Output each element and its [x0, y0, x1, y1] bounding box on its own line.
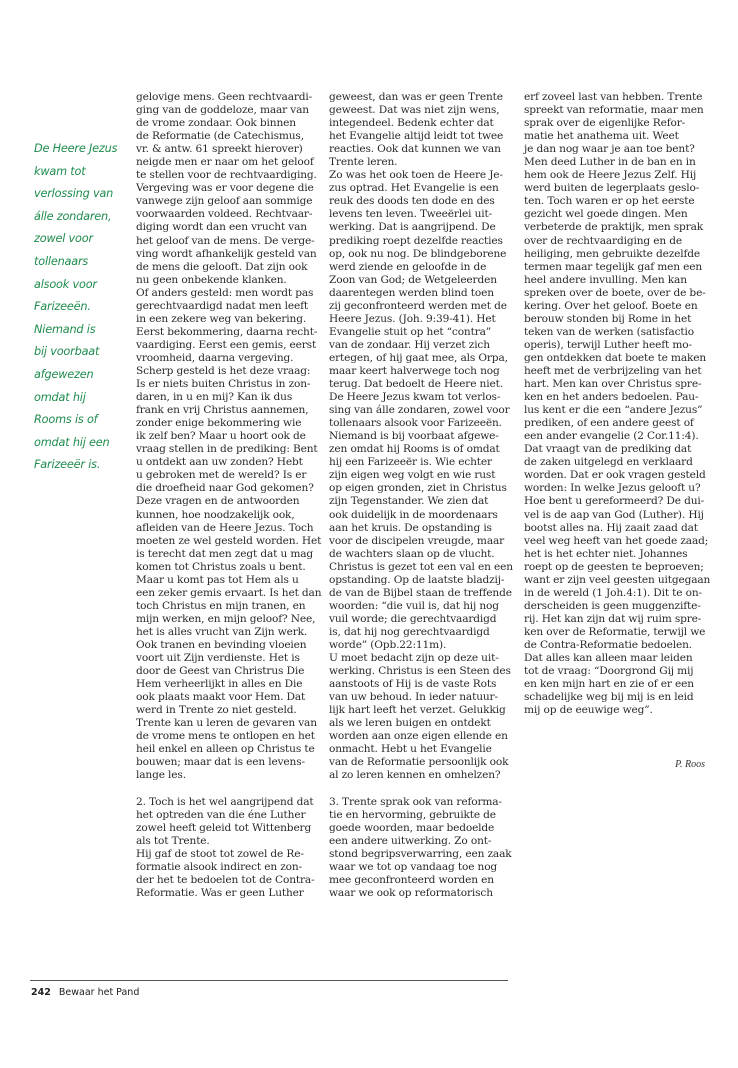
pull-quote-line: verlossing van: [34, 187, 114, 201]
text-line: De Heere Jezus kwam tot verlos-: [329, 391, 501, 404]
page-footer: [31, 987, 139, 998]
text-line: de vrome zondaar. Ook binnen: [136, 117, 296, 130]
text-line: Zoon van God; de Wetgeleerden: [329, 273, 497, 286]
text-line: komen tot Christus zoals u bent.: [136, 560, 306, 573]
text-line: spreekt van reformatie, maar men: [524, 104, 704, 117]
text-line: Hoe bent u gereformeerd? De dui-: [524, 495, 705, 508]
text-line: verbeterde de praktijk, men sprak: [524, 221, 704, 234]
text-line: een zeker gemis ervaart. Is het dan: [136, 586, 322, 599]
text-line: ken over de Reformatie, terwijl we: [524, 625, 706, 638]
text-line: Of anders gesteld: men wordt pas: [136, 286, 314, 299]
text-line: levens ten leven. Tweeërlei uit-: [329, 208, 493, 221]
text-line: vraag stellen in de prediking: Bent: [136, 443, 318, 456]
text-line: Scherp gesteld is het deze vraag:: [136, 364, 311, 377]
text-line: gezicht wel goede dingen. Men: [524, 208, 688, 221]
text-line: hem ook de Heere Jezus Zelf. Hij: [524, 169, 697, 182]
text-line: aanstoots of Hij is de vaste Rots: [329, 678, 497, 691]
text-line: Dat vraagt van de prediking dat: [524, 443, 692, 456]
text-line: van uw behoud. In ieder natuur-: [329, 691, 498, 704]
text-line: heeft met de verbrijzeling van het: [524, 364, 702, 377]
text-line: matie het anathema uit. Weet: [524, 130, 679, 143]
text-line: al zo leren kennen en omhelzen?: [329, 769, 501, 782]
text-line: roept op de geesten te beproeven;: [524, 560, 704, 573]
text-line: tot de vraag: “Doorgrond Gij mij: [524, 665, 694, 678]
text-line: is, dat hij nog gerechtvaardigd: [329, 625, 490, 638]
publication-name: Bewaar het Pand: [58, 987, 140, 998]
text-line: als we leren buigen en ontdekt: [329, 717, 491, 730]
text-line: het optreden van die éne Luther: [136, 808, 306, 821]
text-line: hart. Men kan over Christus spre-: [524, 378, 702, 391]
pull-quote-line: Niemand is: [34, 322, 96, 336]
text-line: vaardiging. Eerst een gemis, eerst: [136, 338, 317, 351]
text-line: integendeel. Bedenk echter dat: [329, 117, 494, 130]
text-line: Trente leren.: [329, 156, 398, 169]
text-line: zijn Tegenstander. We zien dat: [329, 495, 489, 508]
text-line: prediken, of een andere geest of: [524, 417, 694, 430]
text-line: de wachters slaan op de vlucht.: [329, 547, 495, 560]
text-line: ken en het anders bedoelen. Pau-: [524, 391, 699, 404]
text-line: kunnen, hoe noodzakelijk ook,: [136, 508, 295, 521]
text-line: vroomheid, daarna vergeving.: [136, 351, 294, 364]
text-line: [329, 782, 519, 795]
pull-quote-line: omdat hij een: [34, 435, 110, 449]
text-line: berouw stonden bij Rome in het: [524, 312, 692, 325]
pull-quote-line: tollenaars: [34, 254, 89, 268]
text-line: van de Reformatie persoonlijk ook: [329, 756, 509, 769]
text-line: werking. Dat is aangrijpend. De: [329, 221, 496, 234]
text-line: veel weg heeft van het goede zaad;: [524, 534, 709, 547]
pull-quote-line: alsook voor: [34, 277, 97, 291]
text-line: ving wordt afhankelijk gesteld van: [136, 247, 317, 260]
text-line: ging van de goddeloze, maar van: [136, 104, 309, 117]
text-line: Zo was het ook toen de Heere Je-: [329, 169, 503, 182]
text-line: woorden: “die vuil is, dat hij nog: [329, 599, 499, 612]
text-line: formatie alsook indirect en zon-: [136, 860, 302, 873]
text-line: heiliging, men gebruikte dezelfde: [524, 247, 701, 260]
pull-quote-line: zowel voor: [34, 232, 93, 246]
text-line: [136, 782, 326, 795]
text-line: een ander evangelie (2 Cor.11:4).: [524, 430, 699, 443]
text-line: diging wordt dan een vrucht van: [136, 221, 307, 234]
text-line: werking. Christus is een Steen des: [329, 665, 511, 678]
text-line: schadelijke weg bij mij is en leid: [524, 691, 694, 704]
text-line: prediking roept dezelfde reacties: [329, 234, 503, 247]
text-line: en ken mijn hart en zie of er een: [524, 678, 694, 691]
text-line: zij geconfronteerd werden met de: [329, 299, 507, 312]
text-line: derscheiden is geen muggenzifte-: [524, 599, 701, 612]
text-line: het is alles vrucht van Zijn werk.: [136, 625, 308, 638]
text-line: mee geconfronteerd worden en: [329, 873, 494, 886]
text-line: daarentegen werden blind toen: [329, 286, 494, 299]
text-line: ik zelf ben? Maar u hoort ook de: [136, 430, 306, 443]
text-line: u gebroken met de wereld? Is er: [136, 469, 307, 482]
text-line: bouwen; maar dat is een levens-: [136, 756, 305, 769]
text-line: lijk hart leeft het verzet. Gelukkig: [329, 704, 506, 717]
text-line: teken van de werken (satisfactio: [524, 325, 694, 338]
text-line: Hem verheerlijkt in alles en Die: [136, 678, 303, 691]
text-line: 2. Toch is het wel aangrijpend dat: [136, 795, 314, 808]
text-line: de mens die gelooft. Dat zijn ook: [136, 260, 308, 273]
text-line: ook duidelijk in de moordenaars: [329, 508, 498, 521]
text-line: Reformatie. Was er geen Luther: [136, 886, 304, 899]
text-line: sing van álle zondaren, zowel voor: [329, 404, 510, 417]
pull-quote-line: Farizeeën.: [34, 300, 91, 314]
text-line: op eigen gronden, ziet in Christus: [329, 482, 507, 495]
text-line: goede woorden, maar bedoelde: [329, 821, 495, 834]
text-line: Eerst bekommering, daarna recht-: [136, 325, 318, 338]
text-line: gelovige mens. Geen rechtvaardi-: [136, 91, 313, 103]
article-column-3: [524, 91, 714, 717]
footer-divider: [30, 980, 508, 981]
text-line: ertegen, of hij gaat mee, als Orpa,: [329, 351, 508, 364]
text-line: te stellen voor de rechtvaardiging.: [136, 169, 317, 182]
text-line: Heere Jezus. (Joh. 9:39-41). Het: [329, 312, 496, 325]
text-line: Evangelie stuit op het “contra”: [329, 325, 492, 338]
text-line: Niemand is bij voorbaat afgewe-: [329, 430, 499, 443]
pull-quote-line: afgewezen: [34, 367, 94, 381]
text-line: zus optrad. Het Evangelie is een: [329, 182, 499, 195]
pull-quote-line: kwam tot: [34, 164, 86, 178]
text-line: werd in Trente zo niet gesteld.: [136, 704, 297, 717]
text-line: u ontdekt aan uw zonden? Hebt: [136, 456, 303, 469]
text-line: reacties. Ook dat kunnen we van: [329, 143, 501, 156]
text-line: de Reformatie (de Catechismus,: [136, 130, 304, 143]
text-line: vuil worde; die gerechtvaardigd: [329, 612, 497, 625]
text-line: lange les.: [136, 769, 186, 782]
text-line: het geloof van de mens. De verge-: [136, 234, 315, 247]
article-column-2: [329, 91, 519, 900]
text-line: termen maar tegelijk gaf men een: [524, 260, 703, 273]
text-line: heil enkel en alleen op Christus te: [136, 743, 315, 756]
pull-quote-line: álle zondaren,: [34, 209, 112, 223]
text-line: vr. & antw. 61 spreekt hierover): [136, 143, 303, 156]
text-line: voort uit Zijn verdienste. Het is: [136, 652, 300, 665]
text-line: worde” (Opb.22:11m).: [329, 638, 447, 651]
text-line: vanwege zijn geloof aan sommige: [136, 195, 313, 208]
text-line: voorwaarden voldeed. Rechtvaar-: [136, 208, 313, 221]
text-line: de vrome mens te ontlopen en het: [136, 730, 315, 743]
text-line: lus kent er die een “andere Jezus”: [524, 404, 703, 417]
text-line: die droefheid naar God gekomen?: [136, 482, 314, 495]
text-line: kering. Over het geloof. Boete en: [524, 299, 698, 312]
text-line: opstanding. Op de laatste bladzij-: [329, 573, 505, 586]
text-line: afleiden van de Heere Jezus. Toch: [136, 521, 314, 534]
text-line: Trente kan u leren de gevaren van: [136, 717, 317, 730]
pull-quote-line: Rooms is of: [34, 413, 98, 427]
text-line: sprak over de eigenlijke Refor-: [524, 117, 686, 130]
text-line: bootst alles na. Hij zaait zaad dat: [524, 521, 698, 534]
pull-quote: [34, 138, 129, 477]
text-line: het Evangelie altijd leidt tot twee: [329, 130, 504, 143]
text-line: hij een Farizeeër is. Wie echter: [329, 456, 492, 469]
text-line: voor de discipelen vreugde, maar: [329, 534, 505, 547]
text-line: toch Christus en mijn tranen, en: [136, 599, 306, 612]
text-line: worden aan onze eigen ellende en: [329, 730, 508, 743]
text-line: mij op de eeuwige weg”.: [524, 704, 653, 717]
text-line: neigde men er naar om het geloof: [136, 156, 314, 169]
text-line: heel andere invulling. Men kan: [524, 273, 687, 286]
text-line: zijn eigen weg volgt en wie rust: [329, 469, 496, 482]
text-line: tollenaars alsook voor Farizeeën.: [329, 417, 502, 430]
text-line: terug. Dat bedoelt de Heere niet.: [329, 378, 503, 391]
text-line: zowel heeft geleid tot Wittenberg: [136, 821, 312, 834]
text-line: worden. Dat er ook vragen gesteld: [524, 469, 706, 482]
pull-quote-line: De Heere Jezus: [34, 142, 118, 155]
text-line: Hij gaf de stoot tot zowel de Re-: [136, 847, 304, 860]
text-line: vel is de aap van God (Luther). Hij: [524, 508, 704, 521]
text-line: stond begripsverwarring, een zaak: [329, 847, 512, 860]
text-line: Is er niets buiten Christus in zon-: [136, 378, 311, 391]
text-line: frank en vrij Christus aannemen,: [136, 404, 309, 417]
text-line: reuk des doods ten dode en des: [329, 195, 495, 208]
text-line: rij. Het kan zijn dat wij ruim spre-: [524, 612, 702, 625]
text-line: werd buiten de legerplaats geslo-: [524, 182, 700, 195]
text-line: der het te bedoelen tot de Contra-: [136, 873, 315, 886]
text-line: aan het kruis. De opstanding is: [329, 521, 492, 534]
text-line: daren, in u en mij? Kan ik dus: [136, 391, 293, 404]
text-line: ten. Toch waren er op het eerste: [524, 195, 695, 208]
text-line: U moet bedacht zijn op deze uit-: [329, 652, 499, 665]
text-line: geweest. Dat was niet zijn wens,: [329, 104, 500, 117]
text-line: het is het echter niet. Johannes: [524, 547, 688, 560]
text-line: werd ziende en geloofde in de: [329, 260, 487, 273]
text-line: ook plaats maakt voor Hem. Dat: [136, 691, 306, 704]
text-line: is terecht dat men zegt dat u mag: [136, 547, 314, 560]
text-line: mijn werken, en mijn geloof? Nee,: [136, 612, 316, 625]
text-line: Vergeving was er voor degene die: [136, 182, 314, 195]
text-line: want er zijn veel geesten uitgegaan: [524, 573, 711, 586]
text-line: zonder enige bekommering wie: [136, 417, 302, 430]
text-line: Ook tranen en bevinding vloeien: [136, 638, 307, 651]
text-line: 3. Trente sprak ook van reforma-: [329, 795, 502, 808]
text-line: onmacht. Hebt u het Evangelie: [329, 743, 492, 756]
text-line: je dan nog waar je aan toe bent?: [524, 143, 695, 156]
article-column-1: [136, 91, 326, 900]
text-line: als tot Trente.: [136, 834, 210, 847]
page-number: 242: [31, 987, 51, 998]
pull-quote-line: bij voorbaat: [34, 345, 100, 359]
text-line: erf zoveel last van hebben. Trente: [524, 91, 703, 103]
text-line: door de Geest van Christrus Die: [136, 665, 305, 678]
text-line: waar we tot op vandaag toe nog: [329, 860, 498, 873]
text-line: van de zondaar. Hij verzet zich: [329, 338, 490, 351]
text-line: de zaken uitgelegd en verklaard: [524, 456, 693, 469]
text-line: Christus is gezet tot een val en een: [329, 560, 513, 573]
text-line: Deze vragen en de antwoorden: [136, 495, 300, 508]
text-line: waar we ook op reformatorisch: [329, 886, 493, 899]
text-line: Dat alles kan alleen maar leiden: [524, 652, 693, 665]
text-line: over de rechtvaardiging en de: [524, 234, 682, 247]
text-line: gen ontdekken dat boete te maken: [524, 351, 707, 364]
pull-quote-line: Farizeeër is.: [34, 458, 101, 472]
pull-quote-line: omdat hij: [34, 390, 86, 404]
text-line: maar keert halverwege toch nog: [329, 364, 500, 377]
text-line: gerechtvaardigd nadat men leeft: [136, 299, 308, 312]
text-line: operis), terwijl Luther heeft mo-: [524, 338, 692, 351]
text-line: moeten ze wel gesteld worden. Het: [136, 534, 322, 547]
text-line: op, ook nu nog. De blindgeborene: [329, 247, 507, 260]
text-line: zen omdat hij Rooms is of omdat: [329, 443, 500, 456]
text-line: de van de Bijbel staan de treffende: [329, 586, 512, 599]
text-line: tie en hervorming, gebruikte de: [329, 808, 496, 821]
text-line: een andere uitwerking. Zo ont-: [329, 834, 492, 847]
text-line: Men deed Luther in de ban en in: [524, 156, 696, 169]
text-line: de Contra-Reformatie bedoelen.: [524, 638, 693, 651]
author-signature: P. Roos: [675, 759, 705, 770]
text-line: in een zekere weg van bekering.: [136, 312, 307, 325]
text-line: spreken over de boete, over de be-: [524, 286, 706, 299]
text-line: nu geen onbekende klanken.: [136, 273, 287, 286]
text-line: Maar u komt pas tot Hem als u: [136, 573, 299, 586]
text-line: worden: In welke Jezus gelooft u?: [524, 482, 701, 495]
text-line: geweest, dan was er geen Trente: [329, 91, 503, 103]
text-line: in de wereld (1 Joh.4:1). Dit te on-: [524, 586, 702, 599]
